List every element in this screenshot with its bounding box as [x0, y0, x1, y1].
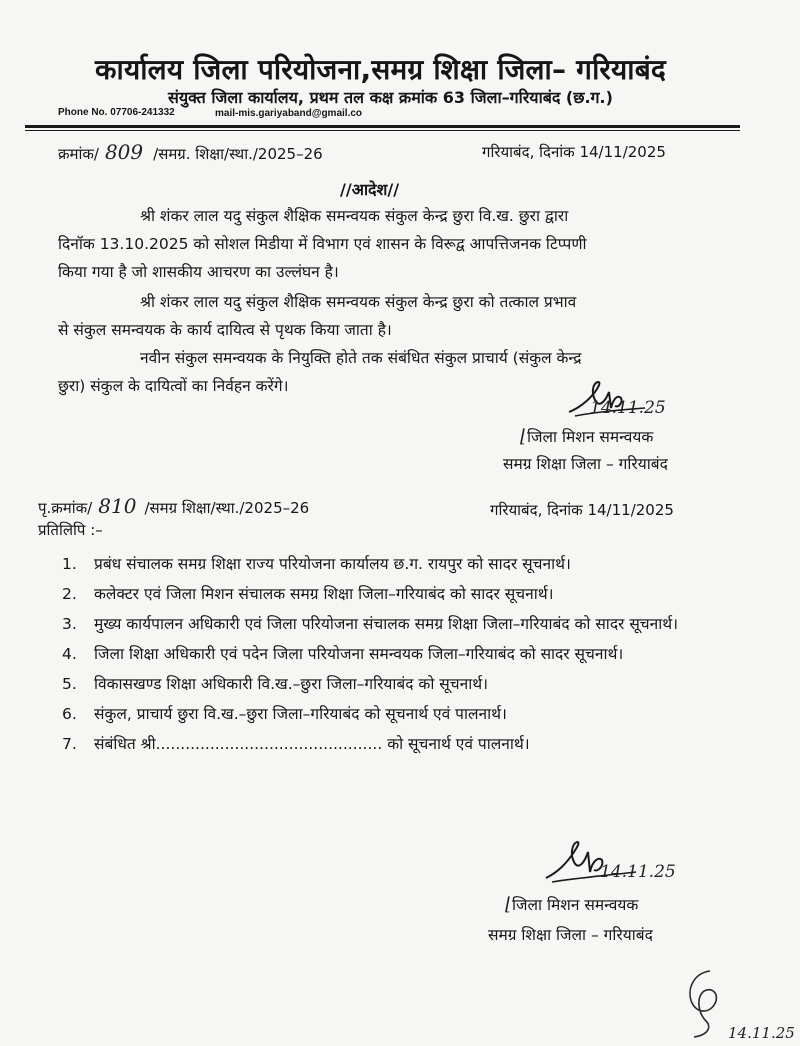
list-item: [62, 582, 752, 607]
list-item-number: 6.: [62, 705, 77, 723]
list-item: [62, 642, 752, 667]
order-paragraph-2: [58, 288, 738, 344]
signatory-2-office: समग्र शिक्षा जिला – गरियाबंद: [488, 926, 653, 944]
copy-ref-suffix: /समग्र शिक्षा/स्था./2025–26: [144, 499, 310, 517]
copy-ref-label: पृ.क्रमांक/: [38, 499, 93, 517]
order-ref-label: क्रमांक/: [58, 145, 99, 163]
copy-place-date: गरियाबंद, दिनांक 14/11/2025: [490, 501, 674, 519]
list-item-text: जिला शिक्षा अधिकारी एवं पदेन जिला परियोजना समन्वयक जिला–गरियाबंद को सादर सूचनार्थ।: [94, 645, 624, 663]
list-item-text: प्रबंध संचालक समग्र शिक्षा राज्य परियोजना कार्यालय छ.ग. रायपुर को सादर सूचनार्थ।: [94, 555, 571, 573]
order-reference: [58, 140, 323, 164]
signatory-1-office: समग्र शिक्षा जिला – गरियाबंद: [503, 455, 668, 473]
list-item-text: संकुल, प्राचार्य छुरा वि.ख.–छुरा जिला–गरियाबंद को सूचनार्थ एवं पालनार्थ।: [94, 705, 507, 723]
email-address: mail-mis.gariyaband@gmail.co: [215, 108, 363, 119]
list-item-number: 1.: [62, 555, 77, 573]
signature-2-date: 14.11.25: [600, 862, 676, 882]
order-place-date: गरियाबंद, दिनांक 14/11/2025: [482, 143, 666, 161]
para-line: से संकुल समन्वयक के कार्य दायित्व से पृथक किया जाता है।: [58, 321, 392, 339]
list-item: [62, 612, 752, 637]
list-item-text: कलेक्टर एवं जिला मिशन संचालक समग्र शिक्षा जिला–गरियाबंद को सादर सूचनार्थ।: [94, 585, 554, 603]
list-item-text: विकासखण्ड शिक्षा अधिकारी वि.ख.–छुरा जिला–गरियाबंद को सूचनार्थ।: [94, 675, 488, 693]
signatory-2-title: ⌊जिला मिशन समन्वयक: [505, 894, 639, 915]
signatory-2-title-text: जिला मिशन समन्वयक: [512, 896, 639, 914]
list-item-number: 5.: [62, 675, 77, 693]
list-item: [62, 552, 752, 577]
signatory-1-title-text: जिला मिशन समन्वयक: [527, 428, 654, 446]
signatory-1-title: ⌊जिला मिशन समन्वयक: [520, 426, 654, 447]
order-heading: //आदेश//: [340, 180, 400, 199]
order-paragraph-1: [58, 202, 738, 286]
para-line: छुरा) संकुल के दायित्वों का निर्वहन करेंगे।: [58, 377, 289, 395]
list-item-number: 4.: [62, 645, 77, 663]
list-item-text: मुख्य कार्यपालन अधिकारी एवं जिला परियोजना संचालक समग्र शिक्षा जिला–गरियाबंद को सादर सूचनार्थ।: [94, 615, 679, 633]
list-item: [62, 672, 752, 697]
bottom-initial-date: 14.11.25: [728, 1024, 795, 1042]
list-item: [62, 702, 752, 727]
copy-prefix: प्रतिलिपि :–: [38, 521, 103, 539]
signature-1-date: 14.11.25: [590, 398, 666, 418]
para-line: किया गया है जो शासकीय आचरण का उल्लंघन है।: [58, 263, 339, 281]
phone-number: Phone No. 07706-241332: [58, 107, 175, 118]
list-item-number: 3.: [62, 615, 77, 633]
copy-ref-number: 810: [98, 494, 137, 518]
list-item: [62, 732, 752, 757]
office-address: संयुक्त जिला कार्यालय, प्रथम तल कक्ष क्रमांक 63 जिला–गरियाबंद (छ.ग.): [168, 88, 613, 107]
header-divider-thin: [25, 130, 740, 131]
header-divider-thick: [25, 125, 740, 128]
list-item-text: संबंधित श्री.............................................. को सूचनार्थ एवं पालनार्थ।: [94, 735, 530, 753]
distribution-list: [62, 552, 752, 762]
order-ref-number: 809: [104, 140, 144, 164]
office-title: कार्यालय जिला परियोजना,समग्र शिक्षा जिला– गरियाबंद: [95, 53, 666, 86]
para-line: श्री शंकर लाल यदु संकुल शैक्षिक समन्वयक संकुल केन्द्र छुरा वि.ख. छुरा द्वारा: [140, 207, 569, 225]
para-line: श्री शंकर लाल यदु संकुल शैक्षिक समन्वयक संकुल केन्द्र छुरा को तत्काल प्रभाव: [140, 293, 577, 311]
para-line: दिनॉक 13.10.2025 को सोशल मिडीया में विभाग एवं शासन के विरूद्व आपत्तिजनक टिप्पणी: [58, 235, 587, 253]
list-item-number: 7.: [62, 735, 77, 753]
order-ref-suffix: /समग्र. शिक्षा/स्था./2025–26: [153, 145, 323, 163]
para-line: नवीन संकुल समन्वयक के नियुक्ति होते तक संबंधित संकुल प्राचार्य (संकुल केन्द्र: [140, 349, 582, 367]
copy-reference: [38, 494, 309, 518]
list-item-number: 2.: [62, 585, 77, 603]
